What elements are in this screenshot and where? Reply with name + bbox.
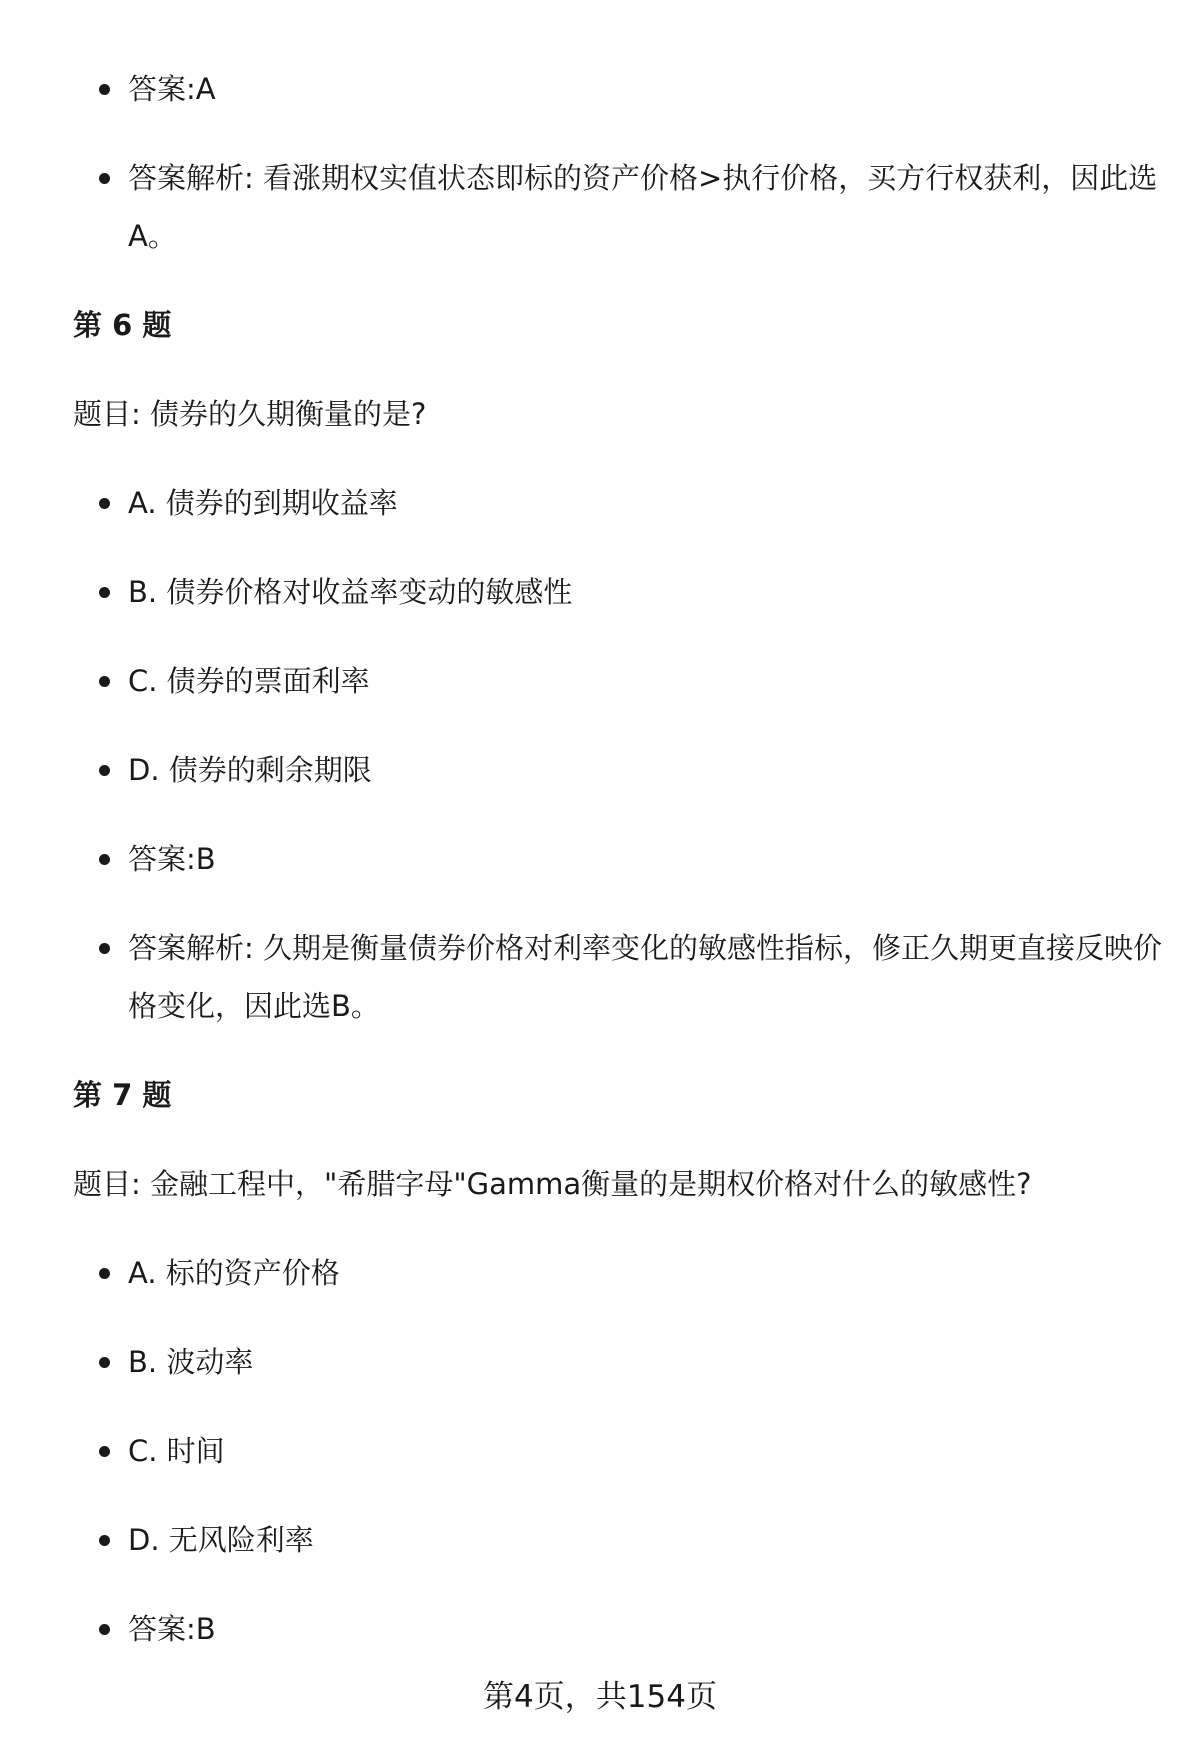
option-item: [73, 1422, 1163, 1480]
explanation-text: 答案解析: 久期是衡量债券价格对利率变化的敏感性指标，修正久期更直接反映价格变化，因此选B。: [128, 931, 1162, 1023]
option-text: A. 债券的到期收益率: [128, 486, 398, 520]
option-text: D. 无风险利率: [128, 1523, 314, 1557]
option-item: [73, 1511, 1163, 1569]
option-text: B. 债券价格对收益率变动的敏感性: [128, 575, 573, 609]
option-text: A. 标的资产价格: [128, 1256, 340, 1290]
option-text: C. 时间: [128, 1434, 225, 1468]
document-content: [73, 60, 1163, 1689]
bullet-icon: [99, 1446, 110, 1457]
page-indicator: 第4页，共154页: [483, 1679, 717, 1715]
bullet-icon: [99, 765, 110, 776]
answer-item: [73, 830, 1163, 888]
question-text: 题目: 金融工程中，"希腊字母"Gamma衡量的是期权价格对什么的敏感性?: [73, 1167, 1032, 1201]
question-heading: 第 6 题: [73, 308, 172, 342]
bullet-icon: [99, 854, 110, 865]
bullet-icon: [99, 676, 110, 687]
answer-item: [73, 1600, 1163, 1658]
option-text: B. 波动率: [128, 1345, 254, 1379]
option-text: D. 债券的剩余期限: [128, 753, 372, 787]
answer-text: 答案:B: [128, 842, 216, 876]
option-item: [73, 652, 1163, 710]
bullet-icon: [99, 1535, 110, 1546]
explanation-item: [73, 919, 1163, 1035]
explanation-text: 答案解析: 看涨期权实值状态即标的资产价格>执行价格，买方行权获利，因此选A。: [128, 161, 1158, 253]
bullet-icon: [99, 1357, 110, 1368]
explanation-item: [73, 149, 1163, 265]
question-text: 题目: 债券的久期衡量的是?: [73, 397, 427, 431]
option-item: [73, 563, 1163, 621]
answer-text: 答案:A: [128, 72, 216, 106]
bullet-icon: [99, 84, 110, 95]
answer-text: 答案:B: [128, 1612, 216, 1646]
bullet-icon: [99, 173, 110, 184]
bullet-icon: [99, 587, 110, 598]
option-text: C. 债券的票面利率: [128, 664, 370, 698]
option-item: [73, 1333, 1163, 1391]
bullet-icon: [99, 943, 110, 954]
bullet-icon: [99, 1624, 110, 1635]
option-item: [73, 1244, 1163, 1302]
bullet-icon: [99, 498, 110, 509]
answer-item: [73, 60, 1163, 118]
bullet-icon: [99, 1268, 110, 1279]
option-item: [73, 474, 1163, 532]
option-item: [73, 741, 1163, 799]
question-heading: 第 7 题: [73, 1078, 172, 1112]
